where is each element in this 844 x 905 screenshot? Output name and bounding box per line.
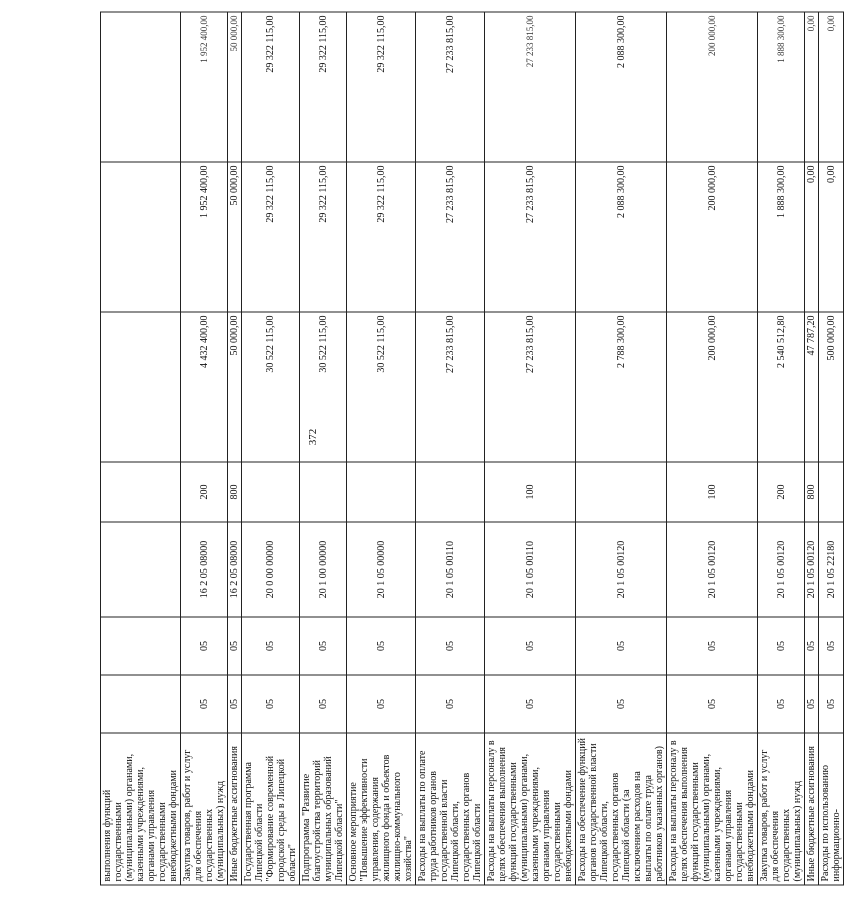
cell-grbs: 05 bbox=[181, 675, 228, 733]
cell-target-article: 20 1 00 00000 bbox=[300, 522, 347, 617]
cell-amount-1: 30 522 115,00 bbox=[300, 312, 347, 462]
cell-amount-1: 27 233 815,00 bbox=[485, 312, 576, 462]
cell-grbs: 05 bbox=[242, 675, 300, 733]
cell-expense-name: Подпрограмма "Развитие благоустройства территорий муниципальных образований Липецкой области" bbox=[300, 733, 347, 885]
cell-amount-2: 200 000,00 bbox=[667, 162, 758, 312]
cell-target-article: 20 1 05 00120 bbox=[667, 522, 758, 617]
cell-amount-3 bbox=[101, 12, 181, 162]
cell-target-article: 20 0 00 00000 bbox=[242, 522, 300, 617]
cell-amount-3: 27 233 815,00 bbox=[485, 12, 576, 162]
cell-expense-type: 100 bbox=[485, 462, 576, 522]
cell-amount-1: 27 233 815,00 bbox=[416, 312, 485, 462]
cell-section: 05 bbox=[181, 617, 228, 675]
budget-table bbox=[100, 11, 844, 885]
cell-expense-name: Закупка товаров, работ и услуг для обеспечения государственных (муниципальных) нужд bbox=[181, 733, 228, 885]
cell-target-article: 20 1 05 00120 bbox=[805, 522, 819, 617]
table-row bbox=[242, 12, 300, 885]
cell-amount-1: 50 000,00 bbox=[228, 312, 242, 462]
cell-amount-1: 30 522 115,00 bbox=[347, 312, 416, 462]
cell-amount-3: 29 322 115,00 bbox=[347, 12, 416, 162]
cell-amount-2 bbox=[101, 162, 181, 312]
cell-expense-name: Расходы на выплаты по оплате труда работников органов государственной власти Липецкой области, государственных органов Липецкой области bbox=[416, 733, 485, 885]
cell-amount-1: 4 432 400,00 bbox=[181, 312, 228, 462]
cell-expense-type bbox=[347, 462, 416, 522]
cell-grbs: 05 bbox=[485, 675, 576, 733]
cell-expense-type bbox=[300, 462, 347, 522]
cell-expense-name: Государственная программа Липецкой области "Формирование современной городской среды в Липецкой области" bbox=[242, 733, 300, 885]
cell-target-article: 20 1 05 00110 bbox=[416, 522, 485, 617]
cell-amount-1: 2 788 300,00 bbox=[576, 312, 667, 462]
cell-expense-name: Расходы на обеспечение функций органов государственной власти Липецкой области, государственных органов Липецкой области (за исключением расходов на выплаты по оплате труда работников указанных органов) bbox=[576, 733, 667, 885]
cell-amount-1: 2 540 512,80 bbox=[758, 312, 805, 462]
table-row bbox=[485, 12, 576, 885]
cell-expense-type: 800 bbox=[805, 462, 819, 522]
cell-amount-3: 1 952 400,00 bbox=[181, 12, 228, 162]
cell-amount-1: 47 787,20 bbox=[805, 312, 819, 462]
cell-expense-name: выполнения функций государственными (муниципальными) органами, казенными учреждениями, органами управления государственными внебюджетными фондами bbox=[101, 733, 181, 885]
cell-grbs: 05 bbox=[228, 675, 242, 733]
cell-amount-3: 50 000,00 bbox=[228, 12, 242, 162]
cell-grbs: 05 bbox=[576, 675, 667, 733]
table-row bbox=[347, 12, 416, 885]
cell-amount-1: 500 000,00 bbox=[819, 312, 844, 462]
cell-amount-3: 29 322 115,00 bbox=[300, 12, 347, 162]
cell-amount-3: 1 888 300,00 bbox=[758, 12, 805, 162]
cell-section: 05 bbox=[805, 617, 819, 675]
cell-amount-2: 1 952 400,00 bbox=[181, 162, 228, 312]
cell-amount-3: 0,00 bbox=[805, 12, 819, 162]
cell-expense-name: Закупка товаров, работ и услуг для обеспечения государственных (муниципальных) нужд bbox=[758, 733, 805, 885]
cell-amount-2: 0,00 bbox=[819, 162, 844, 312]
cell-grbs: 05 bbox=[416, 675, 485, 733]
cell-amount-3: 0,00 bbox=[819, 12, 844, 162]
cell-amount-2: 29 322 115,00 bbox=[347, 162, 416, 312]
cell-expense-name: Расходы на выплаты персоналу в целях обеспечения выполнения функций государственными (муниципальными) органами, казенными учреждениями, органами управления государственными внебюджетными фондами bbox=[667, 733, 758, 885]
cell-amount-2: 0,00 bbox=[805, 162, 819, 312]
cell-section: 05 bbox=[416, 617, 485, 675]
page-number: 372 bbox=[307, 428, 319, 446]
cell-target-article: 20 1 05 00120 bbox=[758, 522, 805, 617]
table-row bbox=[576, 12, 667, 885]
cell-target-article: 20 1 05 00000 bbox=[347, 522, 416, 617]
cell-amount-1 bbox=[101, 312, 181, 462]
cell-amount-2: 2 088 300,00 bbox=[576, 162, 667, 312]
cell-expense-name: Расходы на выплаты персоналу в целях обеспечения выполнения функций государственными (муниципальными) органами, казенными учреждениями, органами управления государственными внебюджетными фондами bbox=[485, 733, 576, 885]
cell-amount-2: 50 000,00 bbox=[228, 162, 242, 312]
cell-grbs bbox=[101, 675, 181, 733]
cell-amount-1: 30 522 115,00 bbox=[242, 312, 300, 462]
cell-amount-2: 29 322 115,00 bbox=[242, 162, 300, 312]
cell-expense-type bbox=[416, 462, 485, 522]
cell-expense-type bbox=[819, 462, 844, 522]
cell-section: 05 bbox=[819, 617, 844, 675]
cell-expense-type: 100 bbox=[667, 462, 758, 522]
cell-section: 05 bbox=[667, 617, 758, 675]
cell-section: 05 bbox=[228, 617, 242, 675]
cell-expense-name: Основное мероприятие "Повышение эффективности управления, содержания жилищного фонда и объектов жилищно-коммунального хозяйства" bbox=[347, 733, 416, 885]
table-row bbox=[758, 12, 805, 885]
cell-amount-2: 29 322 115,00 bbox=[300, 162, 347, 312]
cell-grbs: 05 bbox=[758, 675, 805, 733]
rotated-table-frame bbox=[100, 12, 842, 885]
table-row bbox=[228, 12, 242, 885]
cell-section: 05 bbox=[300, 617, 347, 675]
cell-expense-name: Расходы по использованию информационно- bbox=[819, 733, 844, 885]
cell-amount-2: 27 233 815,00 bbox=[485, 162, 576, 312]
cell-amount-3: 200 000,00 bbox=[667, 12, 758, 162]
cell-grbs: 05 bbox=[347, 675, 416, 733]
cell-expense-name: Иные бюджетные ассигнования bbox=[228, 733, 242, 885]
cell-section: 05 bbox=[758, 617, 805, 675]
cell-expense-type: 200 bbox=[181, 462, 228, 522]
cell-target-article: 20 1 05 22180 bbox=[819, 522, 844, 617]
table-row bbox=[300, 12, 347, 885]
cell-section: 05 bbox=[576, 617, 667, 675]
cell-amount-3: 2 088 300,00 bbox=[576, 12, 667, 162]
cell-amount-2: 27 233 815,00 bbox=[416, 162, 485, 312]
cell-expense-type bbox=[101, 462, 181, 522]
table-row bbox=[101, 12, 181, 885]
cell-grbs: 05 bbox=[805, 675, 819, 733]
cell-amount-1: 200 000,00 bbox=[667, 312, 758, 462]
cell-grbs: 05 bbox=[819, 675, 844, 733]
cell-expense-type: 200 bbox=[758, 462, 805, 522]
table-row bbox=[819, 12, 844, 885]
cell-amount-2: 1 888 300,00 bbox=[758, 162, 805, 312]
cell-section bbox=[101, 617, 181, 675]
cell-target-article: 20 1 05 00120 bbox=[576, 522, 667, 617]
cell-expense-type: 800 bbox=[228, 462, 242, 522]
table-row bbox=[667, 12, 758, 885]
cell-section: 05 bbox=[242, 617, 300, 675]
table-body bbox=[101, 12, 844, 885]
cell-target-article: 16 2 05 08000 bbox=[228, 522, 242, 617]
cell-expense-type bbox=[242, 462, 300, 522]
table-row bbox=[805, 12, 819, 885]
cell-grbs: 05 bbox=[667, 675, 758, 733]
cell-amount-3: 29 322 115,00 bbox=[242, 12, 300, 162]
cell-amount-3: 27 233 815,00 bbox=[416, 12, 485, 162]
cell-target-article: 16 2 05 08000 bbox=[181, 522, 228, 617]
table-row bbox=[416, 12, 485, 885]
cell-target-article: 20 1 05 00110 bbox=[485, 522, 576, 617]
cell-section: 05 bbox=[485, 617, 576, 675]
cell-expense-type bbox=[576, 462, 667, 522]
table-row bbox=[181, 12, 228, 885]
cell-grbs: 05 bbox=[300, 675, 347, 733]
cell-expense-name: Иные бюджетные ассигнования bbox=[805, 733, 819, 885]
cell-target-article bbox=[101, 522, 181, 617]
cell-section: 05 bbox=[347, 617, 416, 675]
